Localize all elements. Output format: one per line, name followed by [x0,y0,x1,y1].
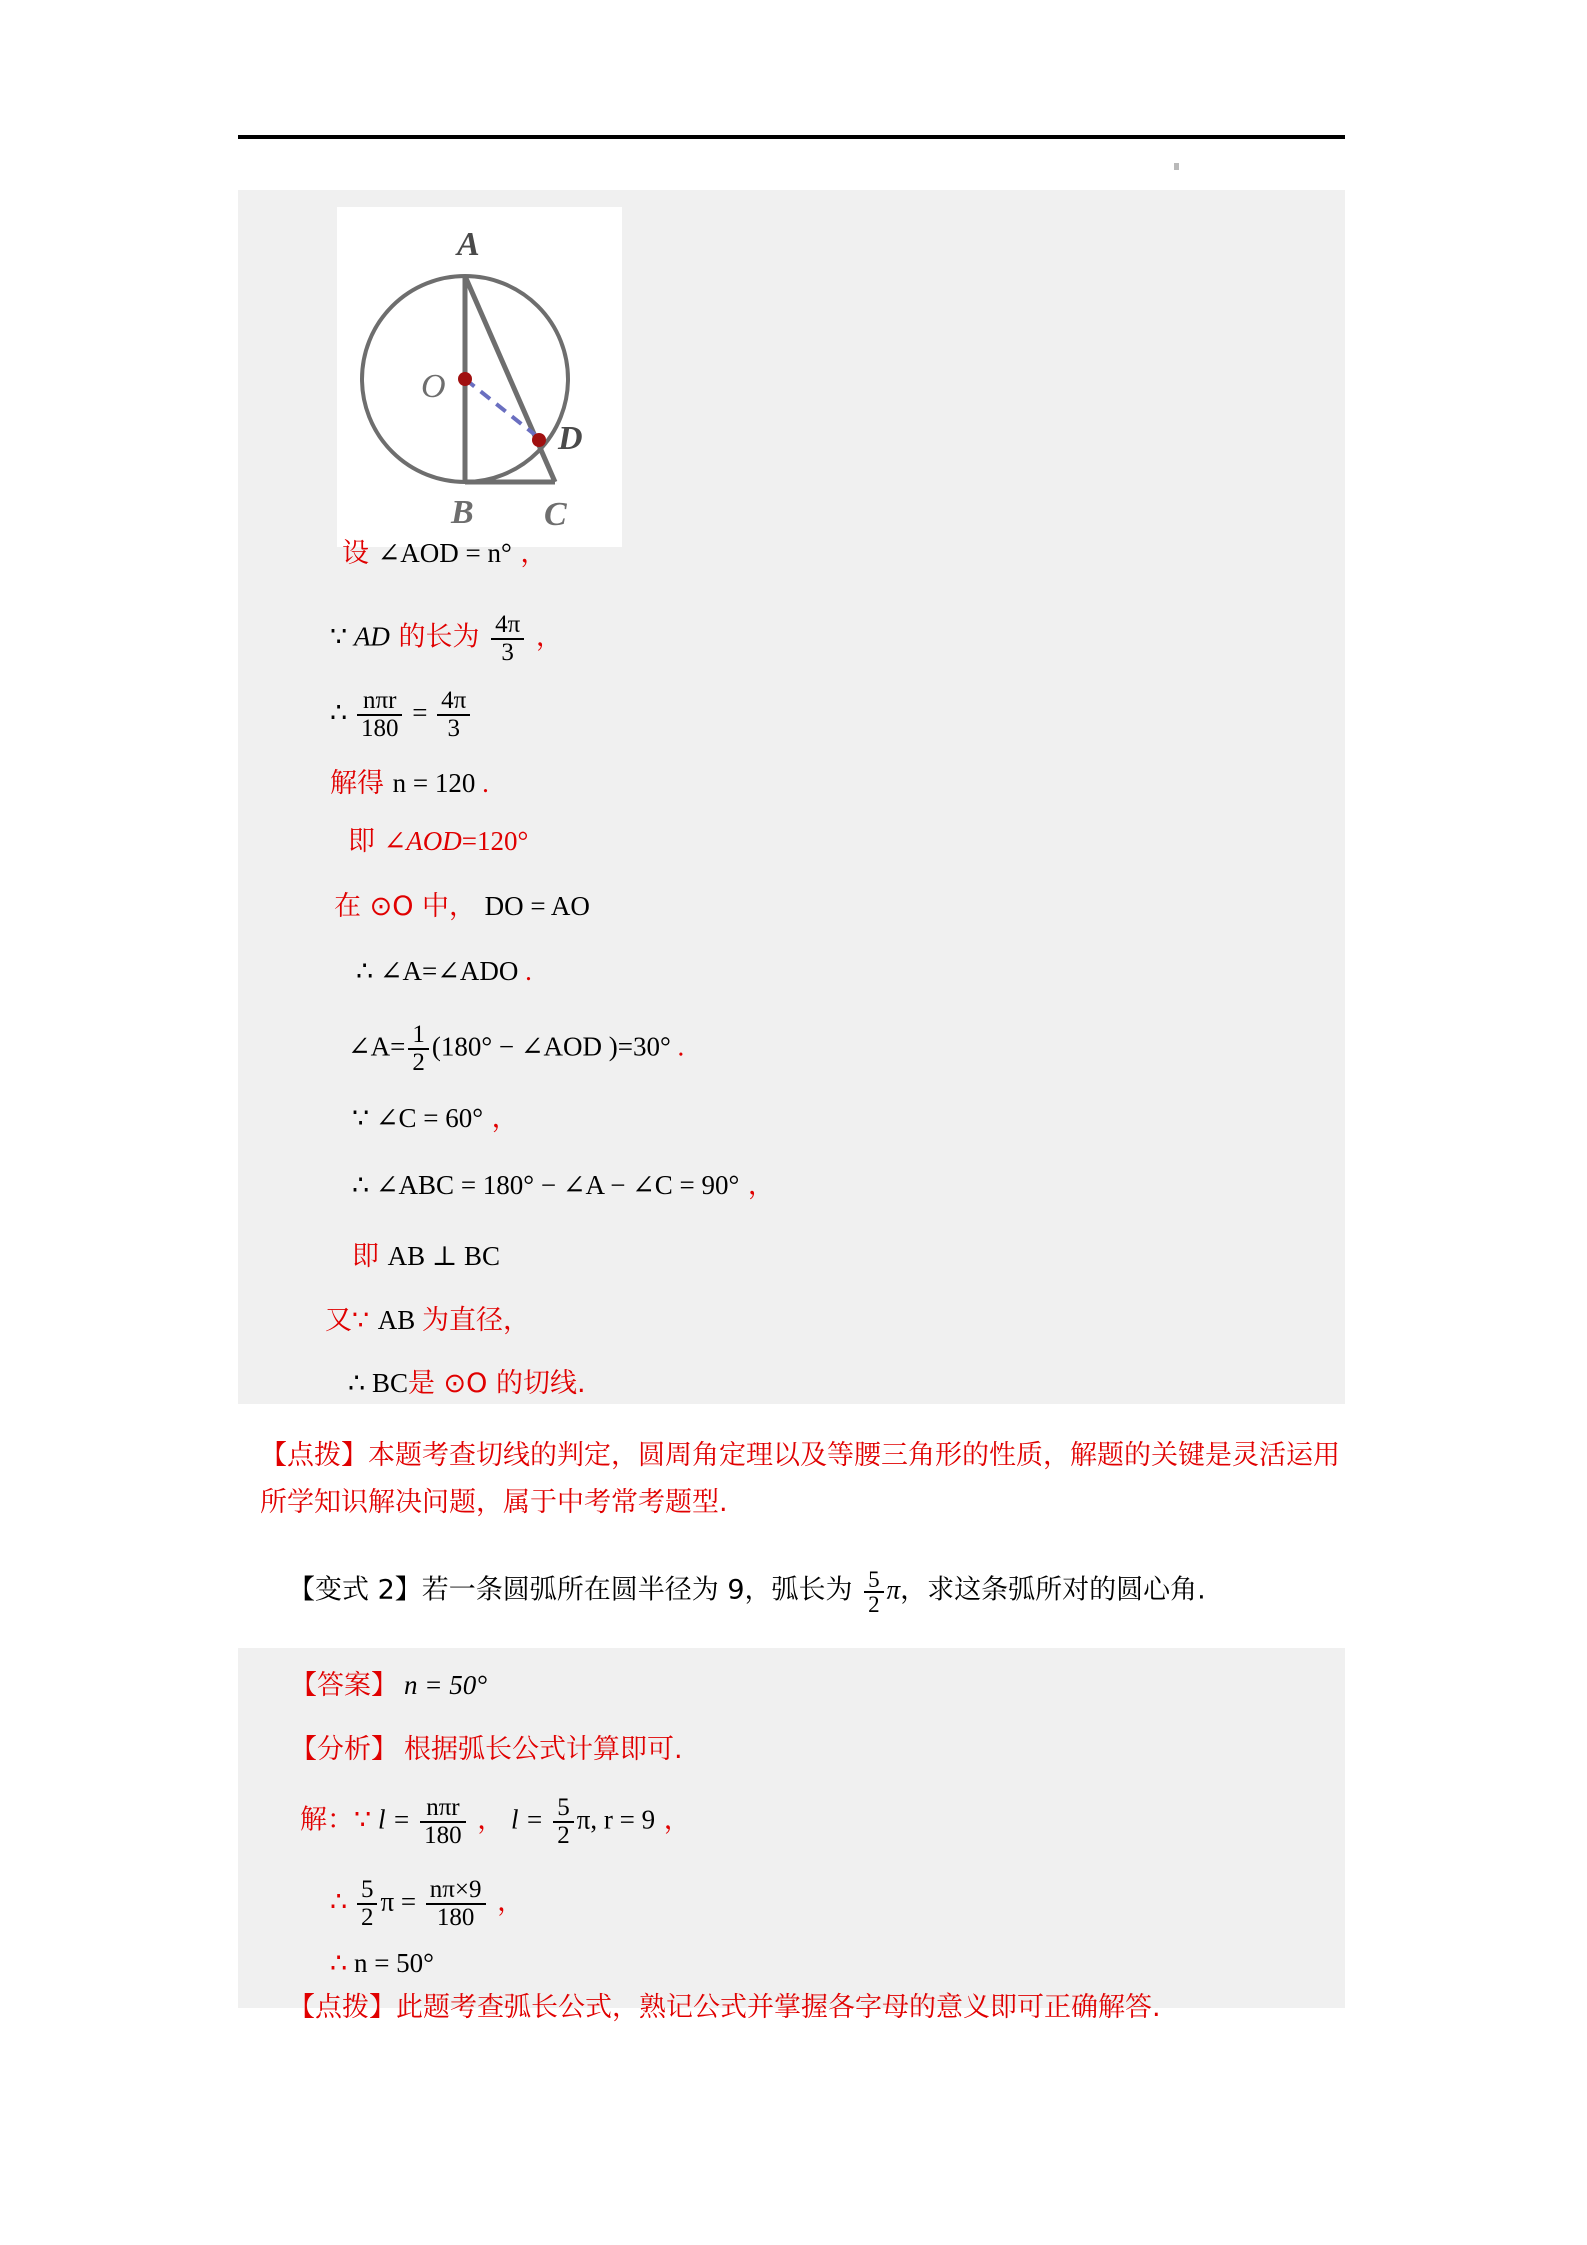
fraction-numerator: nπr [426,1794,460,1821]
math-text: ∴ ∠A=∠ADO [356,956,519,986]
solution-line [342,540,547,567]
fraction-numerator: 4π [441,687,467,714]
math-text: ∠AOD [383,826,462,856]
commentary-one [260,1432,1360,1526]
fraction-denominator: 180 [420,1821,466,1849]
math-text: π, r = 9 [576,1804,656,1835]
math-fraction [553,1795,574,1848]
math-text: 又∵ [325,1305,378,1336]
header-rule [238,135,1345,139]
math-text: 在 ⊙O 中， [334,891,485,922]
figure-label-b: B [451,494,474,531]
math-text: ∴ [348,1368,372,1398]
analysis-text: 根据弧长公式计算即可. [404,1734,683,1765]
math-text: 即 [352,1241,388,1272]
math-fraction [426,1877,486,1930]
math-text: ∵ ∠C = 60° [352,1103,484,1133]
math-text: . [670,1031,685,1062]
math-text: ， [527,621,563,653]
answer-value: n = 50° [404,1670,488,1700]
variation-two-prompt [288,1568,1206,1617]
math-text: n = 50° [353,1948,434,1978]
fraction-denominator: 2 [553,1821,574,1849]
variation-two-text-after: ，求这条弧所对的圆心角. [900,1574,1206,1606]
math-text: ∴ [330,1886,354,1917]
math-fraction [437,688,470,741]
figure-svg [337,207,622,547]
math-text: ， [739,1170,775,1201]
math-text: (180° − ∠AOD )=30° [431,1031,671,1062]
commentary-two-text: 此题考查弧长公式，熟记公式并掌握各字母的意义即可正确解答. [396,1992,1161,2023]
variation-two-pi: π [886,1574,901,1605]
solution-line [330,1950,434,1977]
variation-two-fraction: $\frac{5}{2}$ [864,1568,884,1617]
solution-line [348,1370,586,1397]
math-text: 为直径， [422,1305,531,1336]
math-text: ∴ ∠ABC = 180° − ∠A − ∠C = 90° [352,1170,740,1200]
commentary-two-label: 【点拨】 [288,1992,396,2023]
math-fraction [491,612,524,665]
figure-label-a: A [457,226,480,263]
math-text: 解得 [330,768,393,799]
fraction-denominator: 3 [491,638,524,666]
math-text: . [518,956,532,986]
solution-line [325,1307,530,1334]
solution-line [334,893,590,920]
solution-line [356,958,532,985]
math-text: = [405,697,435,728]
solution-line [348,1022,684,1075]
commentary-one-text: 本题考查切线的判定，圆周角定理以及等腰三角形的性质，解题的关键是灵活运用所学知识解决问题，属于中考常考题型. [260,1440,1340,1518]
solution-line [330,688,473,741]
answer-two-row [290,1672,487,1699]
math-text: AB ⊥ BC [387,1241,501,1271]
figure-label-c: C [544,496,567,533]
math-text: π = [380,1886,423,1917]
solution-line [330,770,489,797]
solution-line [352,1105,519,1132]
math-text: 解： [300,1804,354,1836]
math-text: ∠A= [348,1031,406,1062]
math-text: ， [468,1804,505,1836]
math-fraction [408,1022,429,1075]
fraction-numerator: nπr [362,687,397,714]
solution-line [330,1877,524,1930]
solution-line [352,1243,500,1270]
answer-label: 【答案】 [290,1670,398,1701]
fraction-denominator: 180 [426,1903,486,1931]
dashed-segment-od [465,379,539,438]
math-text: l = [377,1804,418,1835]
fraction-numerator: 5 [557,1794,570,1821]
math-text: DO = AO [484,891,590,921]
math-text: AD [353,621,390,652]
math-text: ， [511,538,548,569]
math-text: ∠AOD = n° [377,538,512,568]
fraction-denominator: 180 [357,714,403,742]
fraction-denominator: 2 [357,1903,378,1931]
math-text: . [475,768,489,798]
point-o-marker [458,372,472,386]
commentary-two [288,1987,1338,2028]
math-text: BC [371,1368,408,1398]
analysis-two-row [290,1736,683,1763]
math-fraction [357,1877,378,1930]
fraction-numerator: 1 [412,1021,425,1048]
fraction-numerator: 5 [360,1876,374,1903]
math-text: ∵ [354,1804,378,1835]
variation-two-label: 【变式 2】 [288,1574,422,1606]
figure-label-d: D [558,420,583,457]
math-text: 即 [348,826,384,857]
math-text: ∴ [330,1948,354,1978]
math-fraction [420,1795,466,1848]
math-text: l = [504,1804,551,1835]
solution-line [352,1172,775,1199]
math-text: ， [655,1804,691,1836]
analysis-label: 【分析】 [290,1734,398,1765]
figure-label-o: O [421,368,446,405]
math-text: ， [488,1886,525,1918]
math-text: =120° [461,826,529,856]
math-text: ∵ [330,621,354,652]
fraction-numerator: nπ×9 [429,1876,482,1903]
math-text: AB [377,1305,423,1335]
math-text: 设 [342,538,378,569]
circle-tangent-figure [337,207,622,547]
math-text: 的长为 [389,621,489,653]
math-text: 是 ⊙O 的切线. [407,1368,586,1399]
math-fraction [357,688,403,741]
header-speck-mark [1174,163,1179,170]
commentary-one-label: 【点拨】 [260,1440,368,1471]
fraction-denominator: 2 [408,1048,429,1076]
math-text: ， [483,1103,519,1134]
point-d-marker [532,433,546,447]
solution-line [330,612,563,665]
solution-line [300,1795,691,1848]
math-text: ∴ [330,697,354,728]
solution-line [348,828,528,855]
fraction-numerator: 4π [495,611,521,638]
variation-two-text-before: 若一条圆弧所在圆半径为 9，弧长为 [421,1574,862,1606]
fraction-denominator: 3 [437,714,470,742]
math-text: n = 120 [392,768,476,798]
